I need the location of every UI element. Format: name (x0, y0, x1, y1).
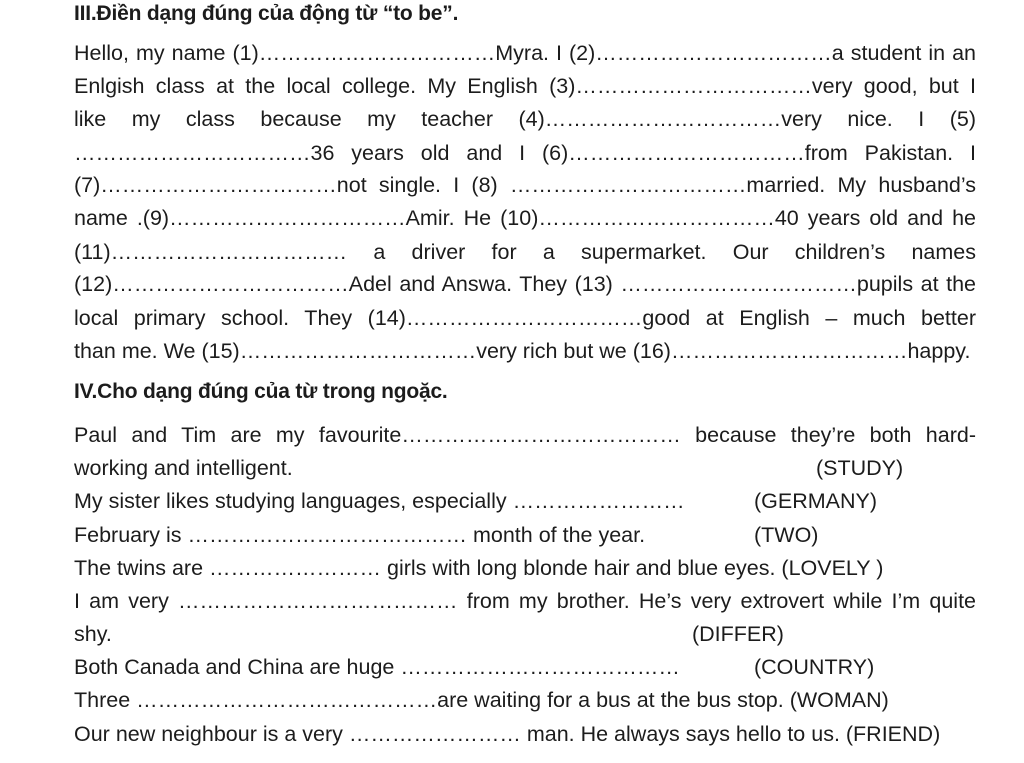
word-hint: (COUNTRY) (754, 655, 875, 679)
exercise-item-text: Both Canada and China are huge ………………………………… (74, 655, 680, 679)
paragraph-line: Enlgish class at the local college. My English (3)……………………………very good, but I (74, 74, 976, 98)
exercise-item-text: February is ………………………………… month of the year. (74, 523, 646, 547)
paragraph-line: than me. We (15)……………………………very rich but we (16)……………………………happy. (74, 339, 971, 363)
exercise-item-text: Our new neighbour is a very …………………… man. He always says hello to us. (FRIEND) (74, 722, 941, 746)
exercise-item-text: The twins are …………………… girls with long blonde hair and blue eyes. (LOVELY ) (74, 556, 884, 580)
paragraph-line: local primary school. They (14)……………………………good at English – much better (74, 306, 976, 330)
section-4-heading: IV.Cho dạng đúng của từ trong ngoặc. (74, 380, 448, 403)
exercise-item-text: working and intelligent. (74, 456, 293, 480)
exercise-item-text: I am very ………………………………… from my brother. He’s very extrovert while I’m quite (74, 589, 976, 613)
paragraph-line: ……………………………36 years old and I (6)……………………………from Pakistan. I (74, 141, 976, 165)
paragraph-line: (7)……………………………not single. I (8) ……………………………married. My husband’s (74, 173, 976, 197)
paragraph-line: (12)……………………………Adel and Answa. They (13) ……………………………pupils at the (74, 272, 976, 296)
word-hint: (TWO) (754, 523, 819, 547)
paragraph-line: (11)…………………………… a driver for a supermarket. Our children’s names (74, 240, 976, 264)
paragraph-line: like my class because my teacher (4)……………………………very nice. I (5) (74, 107, 976, 131)
word-hint: (STUDY) (816, 456, 904, 480)
exercise-item-text: My sister likes studying languages, especially …………………… (74, 489, 685, 513)
paragraph-line: name .(9)……………………………Amir. He (10)……………………………40 years old and he (74, 206, 976, 230)
word-hint: (DIFFER) (692, 622, 784, 646)
exercise-item-text: shy. (74, 622, 112, 646)
word-hint: (GERMANY) (754, 489, 878, 513)
paragraph-line: Hello, my name (1)……………………………Myra. I (2)……………………………a student in an (74, 41, 976, 65)
section-3-heading: III.Điền dạng đúng của động từ “to be”. (74, 2, 459, 25)
exercise-item-text: Three ……………………………………are waiting for a bus at the bus stop. (WOMAN) (74, 688, 889, 712)
exercise-item-text: Paul and Tim are my favourite………………………………… because they’re both hard- (74, 423, 976, 447)
